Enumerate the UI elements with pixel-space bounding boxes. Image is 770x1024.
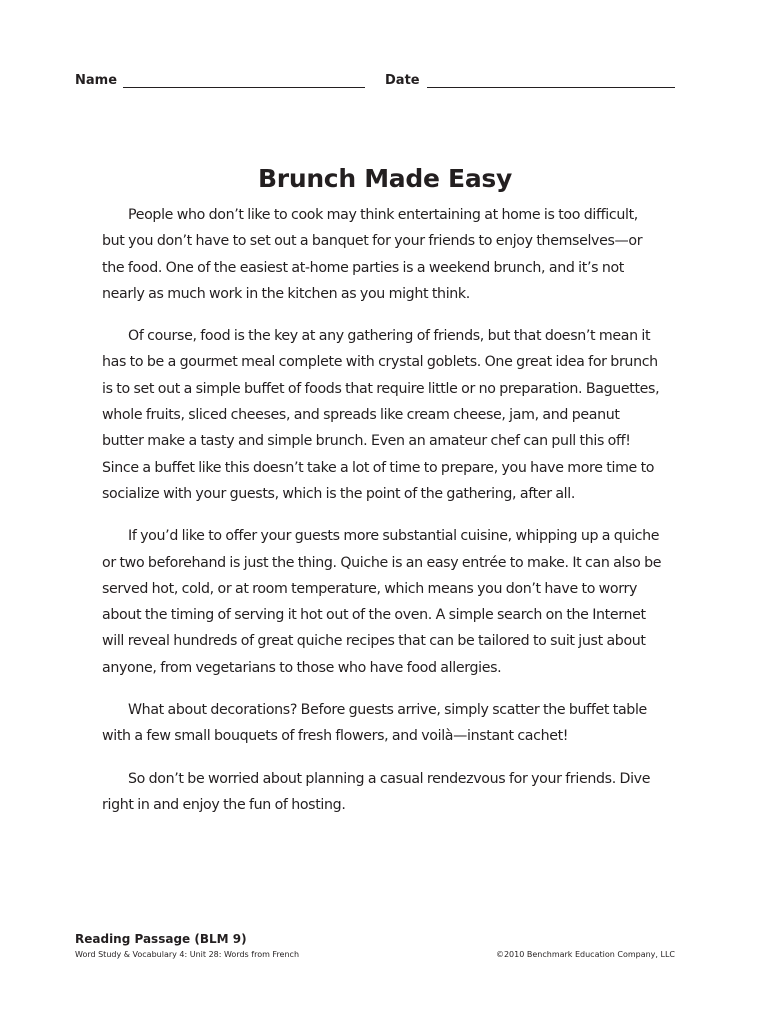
name-label: Name bbox=[75, 73, 118, 88]
name-date-header bbox=[75, 72, 675, 92]
date-line bbox=[427, 87, 675, 88]
passage-paragraph: Of course, food is the key at any gathering of friends, but that doesn’t mean it has to be a gourmet meal complete with crystal goblets. One great idea for brunch is to set out a simple buffet of foods that require little or no preparation. Baguettes, whole fruits, sliced cheeses, and spreads like cream cheese, jam, and peanut butter make a tasty and simple brunch. Even an amateur chef can pull this off! Since a buffet like this doesn’t take a lot of time to prepare, you have more time to socialize with your guests, which is the point of the gathering, after all. bbox=[102, 328, 660, 502]
page-title: Brunch Made Easy bbox=[258, 163, 512, 193]
passage-paragraph: If you’d like to offer your guests more substantial cuisine, whipping up a quiche or two beforehand is just the thing. Quiche is an easy entrée to make. It can also be served hot, cold, or at room temperature, which means you don’t have to worry about the timing of serving it hot out of the oven. A simple search on the Internet will reveal hundreds of great quiche recipes that can be tailored to suit just about anyone, from vegetarians to those who have food allergies. bbox=[102, 528, 662, 676]
passage-paragraph: So don’t be worried about planning a casual rendezvous for your friends. Dive right in and enjoy the fun of hosting. bbox=[102, 770, 651, 813]
footer-copyright: ©2010 Benchmark Education Company, LLC bbox=[495, 950, 675, 959]
date-label: Date bbox=[385, 73, 420, 88]
passage-paragraph: What about decorations? Before guests arrive, simply scatter the buffet table with a few small bouquets of fresh flowers, and voilà—instant cachet! bbox=[102, 702, 647, 745]
name-line bbox=[123, 87, 365, 88]
footer-title: Reading Passage (BLM 9) bbox=[75, 932, 247, 946]
passage-paragraph: People who don’t like to cook may think entertaining at home is too difficult, but you don’t have to set out a banquet for your friends to enjoy themselves—or the food. One of the easiest at-home parties is a weekend brunch, and it’s not nearly as much work in the kitchen as you might think. bbox=[102, 207, 643, 302]
reading-passage bbox=[102, 202, 662, 834]
footer-subtitle: Word Study & Vocabulary 4: Unit 28: Words from French bbox=[75, 950, 300, 959]
